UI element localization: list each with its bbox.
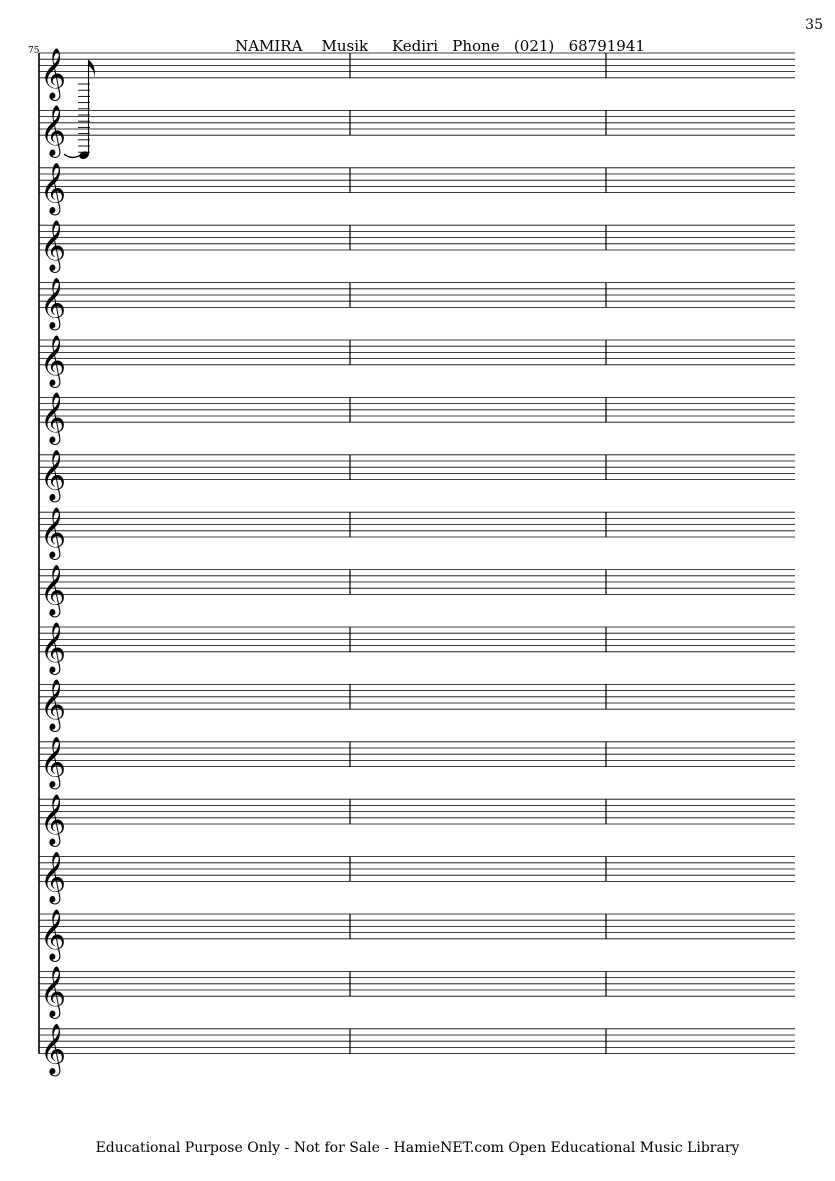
- treble-clef-icon: 𝄞: [40, 334, 67, 386]
- treble-clef-icon: 𝄞: [40, 851, 67, 903]
- treble-clef-icon: 𝄞: [40, 277, 67, 329]
- treble-clef-icon: 𝄞: [40, 908, 67, 960]
- treble-clef-icon: 𝄞: [40, 966, 67, 1018]
- treble-clef-icon: 𝄞: [40, 621, 67, 673]
- treble-clef-icon: 𝄞: [40, 105, 67, 157]
- tie-mark: [64, 154, 80, 157]
- page-header: NAMIRA Musik Kediri Phone (021) 68791941: [235, 37, 645, 55]
- treble-clef-icon: 𝄞: [40, 1023, 67, 1075]
- page-footer: Educational Purpose Only - Not for Sale - HamieNET.com Open Educational Music Library: [95, 1140, 740, 1156]
- treble-clef-icon: 𝄞: [40, 679, 67, 731]
- treble-clef-icon: 𝄞: [40, 736, 67, 788]
- page-number: 35: [805, 17, 823, 33]
- note-flag: [89, 60, 95, 78]
- treble-clef-icon: 𝄞: [40, 507, 67, 558]
- treble-clef-icon: 𝄞: [40, 794, 67, 845]
- treble-clef-icon: 𝄞: [40, 220, 67, 271]
- treble-clef-icon: 𝄞: [40, 564, 67, 616]
- measure-number: 75: [28, 46, 40, 56]
- treble-clef-icon: 𝄞: [40, 162, 67, 214]
- treble-clef-icon: 𝄞: [40, 47, 67, 99]
- treble-clef-icon: 𝄞: [40, 449, 67, 501]
- treble-clef-icon: 𝄞: [40, 392, 67, 444]
